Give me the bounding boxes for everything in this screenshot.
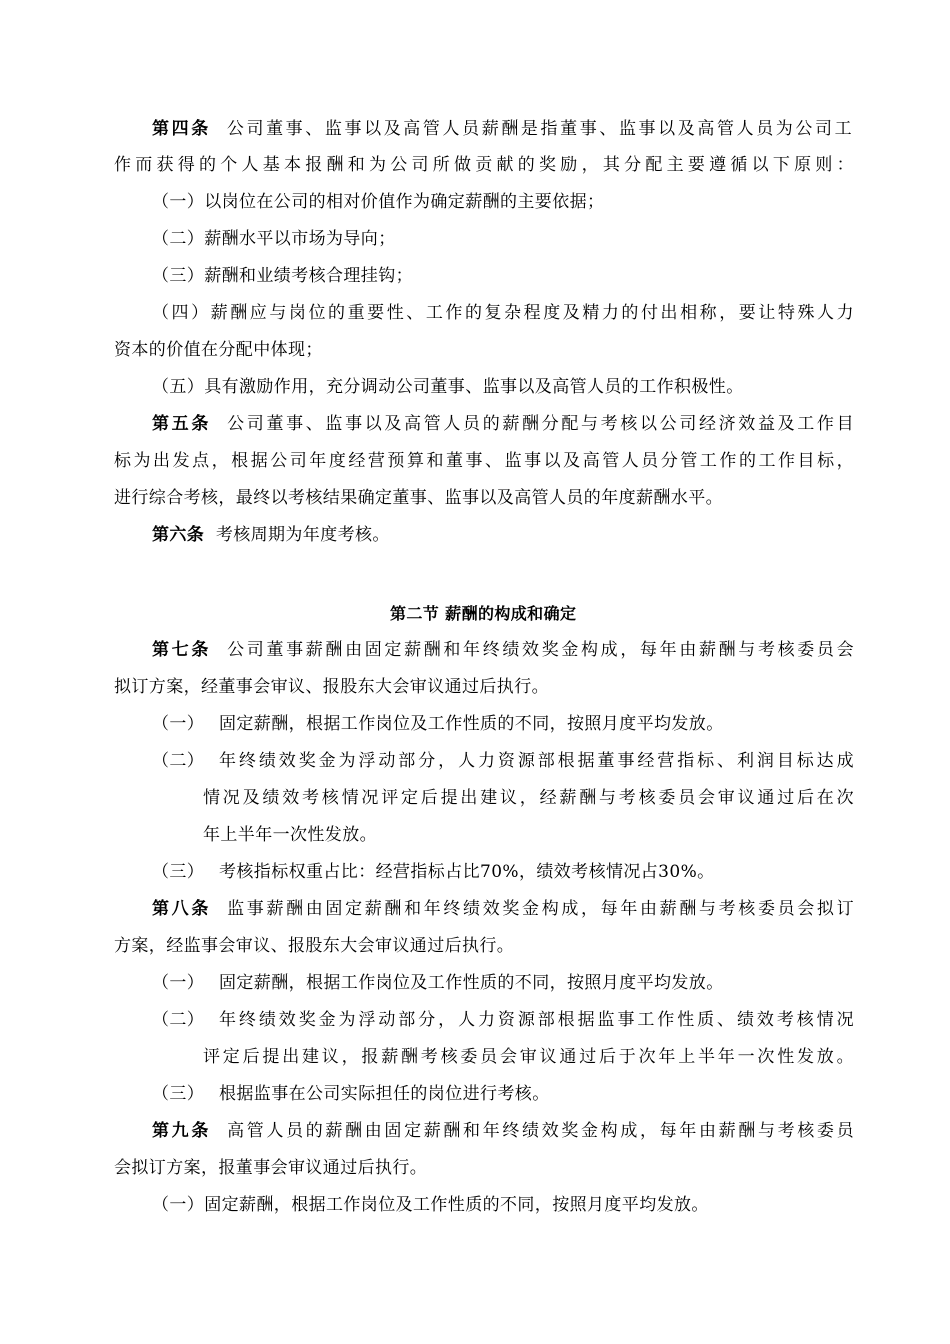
article-5-line-1: 第五条 公司董事、监事以及高管人员的薪酬分配与考核以公司经济效益及工作目 — [152, 414, 854, 434]
article-5-line-2: 标为出发点，根据公司年度经营预算和董事、监事以及高管人员分管工作的工作目标， — [114, 451, 854, 471]
article-4-item-1: （一）以岗位在公司的相对价值作为确定薪酬的主要依据； — [152, 192, 605, 212]
article-9-line-1: 第九条 高管人员的薪酬由固定薪酬和年终绩效奖金构成，每年由薪酬与考核委员 — [152, 1121, 854, 1141]
article-8-item-2-label: （二） — [152, 1010, 205, 1030]
article-8-number: 第八条 — [152, 899, 211, 919]
article-8-item-2-line-1: 年终绩效奖金为浮动部分，人力资源部根据监事工作性质、绩效考核情况 — [219, 1010, 854, 1030]
article-7-item-1-label: （一） — [152, 714, 205, 734]
article-9-number: 第九条 — [152, 1121, 211, 1141]
article-7-line-1: 第七条 公司董事薪酬由固定薪酬和年终绩效奖金构成，每年由薪酬与考核委员会 — [152, 640, 854, 660]
article-7-item-1-text: 固定薪酬，根据工作岗位及工作性质的不同，按照月度平均发放。 — [219, 714, 724, 734]
article-7-item-2-line-1: 年终绩效奖金为浮动部分，人力资源部根据董事经营指标、利润目标达成 — [219, 751, 854, 771]
article-4-number: 第四条 — [152, 119, 211, 139]
article-4-line-1: 第四条 公司董事、监事以及高管人员薪酬是指董事、监事以及高管人员为公司工 — [152, 119, 853, 139]
article-4-line-2: 作而获得的个人基本报酬和为公司所做贡献的奖励，其分配主要遵循以下原则： — [114, 155, 854, 175]
article-4-item-5: （五）具有激励作用，充分调动公司董事、监事以及高管人员的工作积极性。 — [152, 377, 744, 397]
article-7-item-2-label: （二） — [152, 751, 205, 771]
article-9-item-1: （一）固定薪酬，根据工作岗位及工作性质的不同，按照月度平均发放。 — [152, 1195, 709, 1215]
article-7-line-2: 拟订方案，经董事会审议、报股东大会审议通过后执行。 — [114, 677, 549, 697]
article-4-item-4-cont: 资本的价值在分配中体现； — [114, 340, 323, 360]
article-8-item-1-text: 固定薪酬，根据工作岗位及工作性质的不同，按照月度平均发放。 — [219, 973, 724, 993]
article-8-item-1-label: （一） — [152, 973, 205, 993]
article-4-item-3: （三）薪酬和业绩考核合理挂钩； — [152, 266, 413, 286]
article-8-item-3-text: 根据监事在公司实际担任的岗位进行考核。 — [219, 1084, 550, 1104]
article-4-item-4: （四）薪酬应与岗位的重要性、工作的复杂程度及精力的付出相称，要让特殊人力 — [152, 303, 854, 323]
article-6-line: 第六条 考核周期为年度考核。 — [152, 525, 390, 545]
article-7-item-2-line-2: 情况及绩效考核情况评定后提出建议，经薪酬与考核委员会审议通过后在次 — [203, 788, 854, 808]
article-9-line-2: 会拟订方案，报董事会审议通过后执行。 — [114, 1158, 428, 1178]
article-8-line-2: 方案，经监事会审议、报股东大会审议通过后执行。 — [114, 936, 515, 956]
article-5-line-3: 进行综合考核，最终以考核结果确定董事、监事以及高管人员的年度薪酬水平。 — [114, 488, 723, 508]
article-7-item-3-text: 考核指标权重占比：经营指标占比70%，绩效考核情况占30%。 — [219, 862, 715, 882]
article-7-number: 第七条 — [152, 640, 211, 660]
section-2-title: 第二节 薪酬的构成和确定 — [390, 604, 577, 623]
article-7-item-3-label: （三） — [152, 862, 205, 882]
article-8-item-2-line-2: 评定后提出建议，报薪酬考核委员会审议通过后于次年上半年一次性发放。 — [203, 1047, 854, 1067]
article-8-item-3-label: （三） — [152, 1084, 205, 1104]
article-5-number: 第五条 — [152, 414, 211, 434]
article-6-number: 第六条 — [152, 525, 205, 545]
article-8-line-1: 第八条 监事薪酬由固定薪酬和年终绩效奖金构成，每年由薪酬与考核委员会拟订 — [152, 899, 854, 919]
article-7-item-2-line-3: 年上半年一次性发放。 — [203, 825, 377, 845]
article-4-item-2: （二）薪酬水平以市场为导向； — [152, 229, 396, 249]
